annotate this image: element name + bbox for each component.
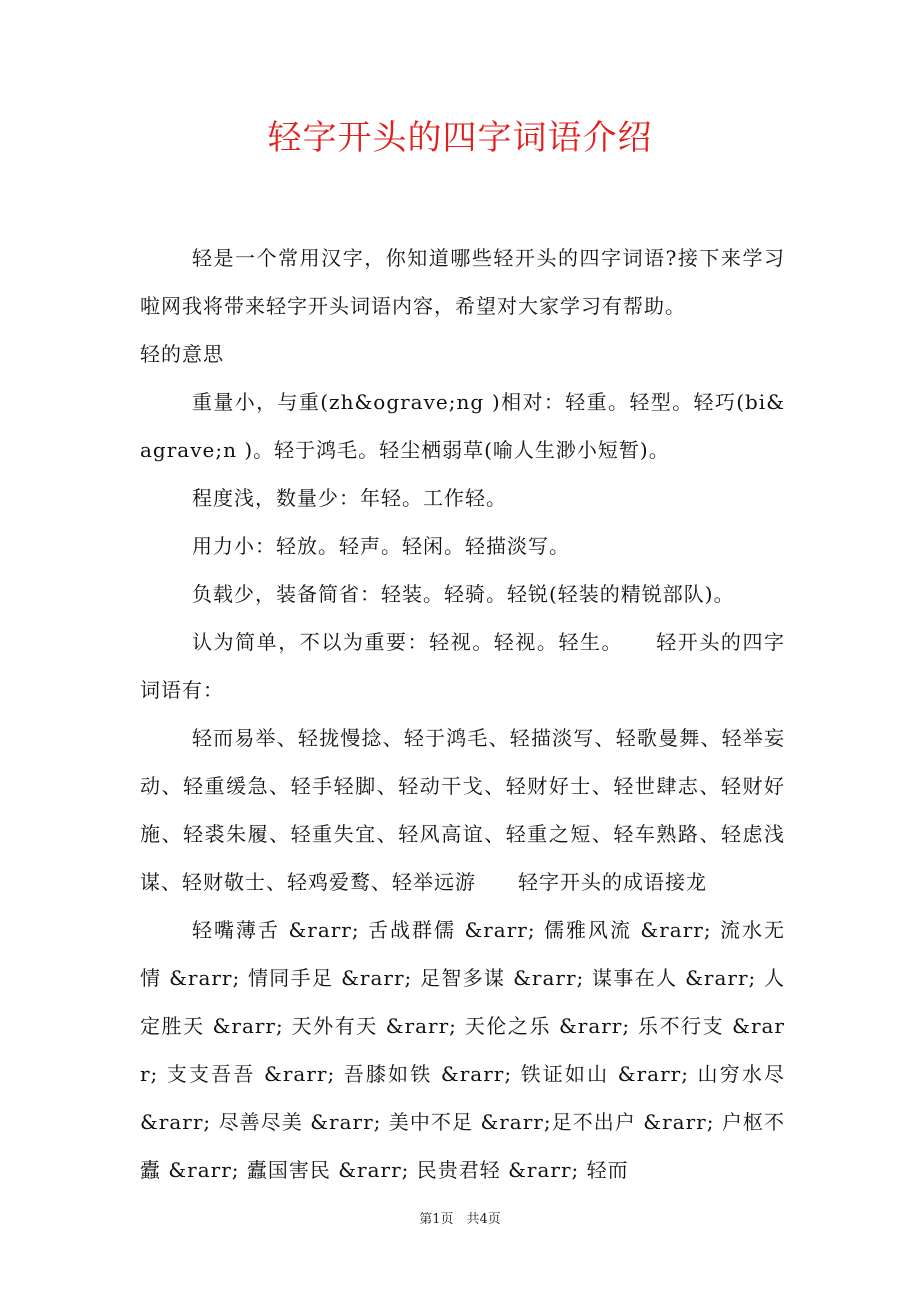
paragraph-idiom-chain: 轻嘴薄舌 &rarr; 舌战群儒 &rarr; 儒雅风流 &rarr; 流水无情 &rarr; 情同手足 &rarr; 足智多谋 &rarr; 谋事在人 &rarr; 人定胜天 &rarr; 天外有天 &rarr; 天伦之乐 &rarr; 乐不行支 &rarr; 支支吾吾 &rarr; 吾膝如铁 &rarr; 铁证如山 &rarr; 山穷水尽 &rarr; 尽善尽美 &rarr; 美中不足 &rarr;足不出户 &rarr; 户枢不蠹 &rarr; 蠹国害民 &rarr; 民贵君轻 &rarr; 轻而 xyxy=(140,918,785,1182)
paragraph-word-list: 轻而易举、轻拢慢捻、轻于鸿毛、轻描淡写、轻歌曼舞、轻举妄动、轻重缓急、轻手轻脚、轻动干戈、轻财好士、轻世肆志、轻财好施、轻裘朱履、轻重失宜、轻风高谊、轻重之短、轻车熟路、轻虑浅谋、轻财敬士、轻鸡爱鹜、轻举远游 轻字开头的成语接龙 xyxy=(140,726,785,894)
paragraph-meaning-degree: 程度浅，数量少：年轻。工作轻。 xyxy=(192,486,507,510)
paragraph-heading-meaning: 轻的意思 xyxy=(140,342,224,366)
document-body xyxy=(140,234,785,1194)
page-footer: 第1页 共4页 xyxy=(419,1212,501,1227)
paragraph-meaning-load: 负载少，装备简省：轻装。轻骑。轻锐(轻装的精锐部队)。 xyxy=(192,582,735,606)
paragraph-meaning-simple: 认为简单，不以为重要：轻视。轻视。轻生。 轻开头的四字词语有： xyxy=(140,630,785,702)
paragraph-intro: 轻是一个常用汉字，你知道哪些轻开头的四字词语?接下来学习啦网我将带来轻字开头词语内容，希望对大家学习有帮助。 xyxy=(140,246,785,318)
paragraph-meaning-force: 用力小：轻放。轻声。轻闲。轻描淡写。 xyxy=(192,534,570,558)
document-title: 轻字开头的四字词语介绍 xyxy=(267,118,653,158)
paragraph-meaning-weight: 重量小，与重(zh&ograve;ng )相对：轻重。轻型。轻巧(bi&agrave;n )。轻于鸿毛。轻尘栖弱草(喻人生渺小短暂)。 xyxy=(140,390,785,462)
